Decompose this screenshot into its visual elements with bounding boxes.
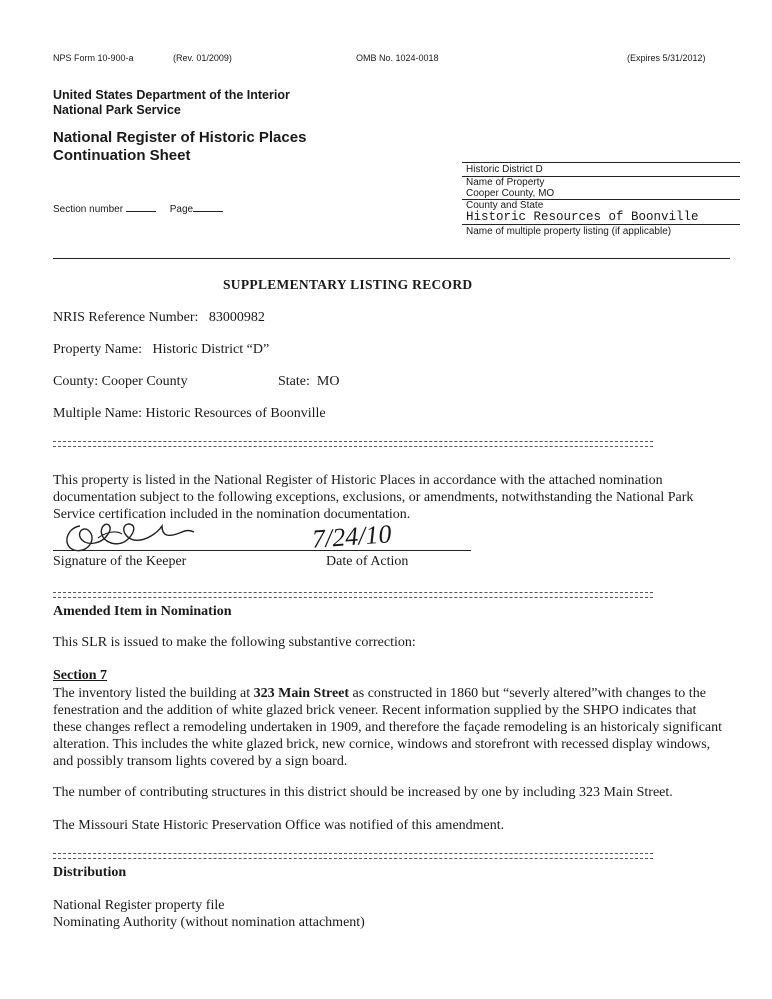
distribution-item-2: Nominating Authority (without nomination attachment) [53, 915, 365, 930]
slr-heading: SUPPLEMENTARY LISTING RECORD [223, 277, 473, 292]
nris-label: NRIS Reference Number: [53, 310, 199, 325]
amended-intro: This SLR is issued to make the following substantive correction: [53, 635, 416, 650]
agency-department: United States Department of the Interior [53, 88, 290, 102]
form-number: NPS Form 10-900-a [53, 53, 134, 63]
section-7-text [53, 685, 725, 770]
header-divider [53, 258, 730, 259]
nris-reference [53, 310, 265, 326]
property-value: Historic District “D” [152, 342, 270, 357]
right-block-top-rule [462, 162, 740, 163]
handwritten-date: 7/24/10 [311, 519, 393, 554]
section-7-title: Section 7 [53, 668, 108, 683]
nris-value: 83000982 [208, 310, 265, 325]
amended-heading: Amended Item in Nomination [53, 604, 232, 619]
multiple-listing-label: Name of multiple property listing (if applicable) [466, 226, 672, 237]
state-value: MO [316, 374, 340, 389]
omb-number: OMB No. 1024-0018 [356, 53, 439, 63]
form-revision: (Rev. 01/2009) [173, 53, 232, 63]
section-number-blank [126, 201, 156, 212]
section-7-text-start: The inventory listed the building at [53, 686, 254, 701]
signature-label: Signature of the Keeper [53, 554, 187, 569]
page-label: Page [169, 204, 194, 215]
listing-statement: This property is listed in the National Register of Historic Places in accordance with the attached nomination documentation subject to the following exceptions, exclusions, or amendments, notwithstanding the National Park Service certification included in the nomination documentation. [53, 473, 694, 522]
expiration-date: (Expires 5/31/2012) [627, 53, 706, 63]
property-name-row [53, 342, 269, 358]
section-number-label: Section number [53, 204, 124, 215]
distribution-heading: Distribution [53, 865, 127, 880]
separator-3 [53, 853, 653, 859]
contributing-note: The number of contributing structures in this district should be increased by one by including 323 Main Street. [53, 785, 673, 800]
multiple-listing-rule [462, 224, 740, 225]
section-number-field [53, 201, 223, 215]
keeper-signature [58, 508, 198, 556]
property-name-value: Historic District D [466, 164, 543, 175]
state-row [278, 374, 339, 390]
county-state-label: County and State [466, 200, 544, 211]
multiple-label: Multiple Name: [53, 406, 143, 421]
signature-line [53, 550, 471, 551]
date-of-action-label: Date of Action [326, 554, 409, 569]
multiple-name-row [53, 406, 326, 422]
agency-service: National Park Service [53, 103, 181, 117]
state-label: State: [278, 374, 310, 389]
section-7-text-rest: as constructed in 1860 but “severly altered”with changes to the fenestration and the addition of white glazed brick veneer. Recent information supplied by the SHPO indicates that these changes reflect a remodeling undertaken in 1909, and therefore the façade remodeling is an historicaly significant alteration. This includes the white glazed brick, new cornice, windows and storefront with recessed display windows, and possibly transom lights covered by a sign board. [53, 686, 723, 769]
county-row [53, 374, 188, 390]
shpo-notified-note: The Missouri State Historic Preservation Office was notified of this amendment. [53, 818, 505, 833]
county-label: County: [53, 374, 99, 389]
county-value: Cooper County [101, 374, 188, 389]
county-state-value: Cooper County, MO [466, 188, 555, 199]
distribution-item-1: National Register property file [53, 898, 225, 913]
property-name-label: Name of Property [466, 177, 545, 188]
form-subtitle: Continuation Sheet [53, 147, 191, 164]
multiple-value: Historic Resources of Boonville [145, 406, 326, 421]
address-323-main: 323 Main Street [253, 686, 350, 701]
form-title: National Register of Historic Places [53, 129, 307, 146]
property-label: Property Name: [53, 342, 143, 357]
separator-1 [53, 441, 653, 447]
separator-2 [53, 592, 653, 598]
page-blank [193, 201, 223, 212]
multiple-listing-value: Historic Resources of Boonville [466, 210, 699, 224]
